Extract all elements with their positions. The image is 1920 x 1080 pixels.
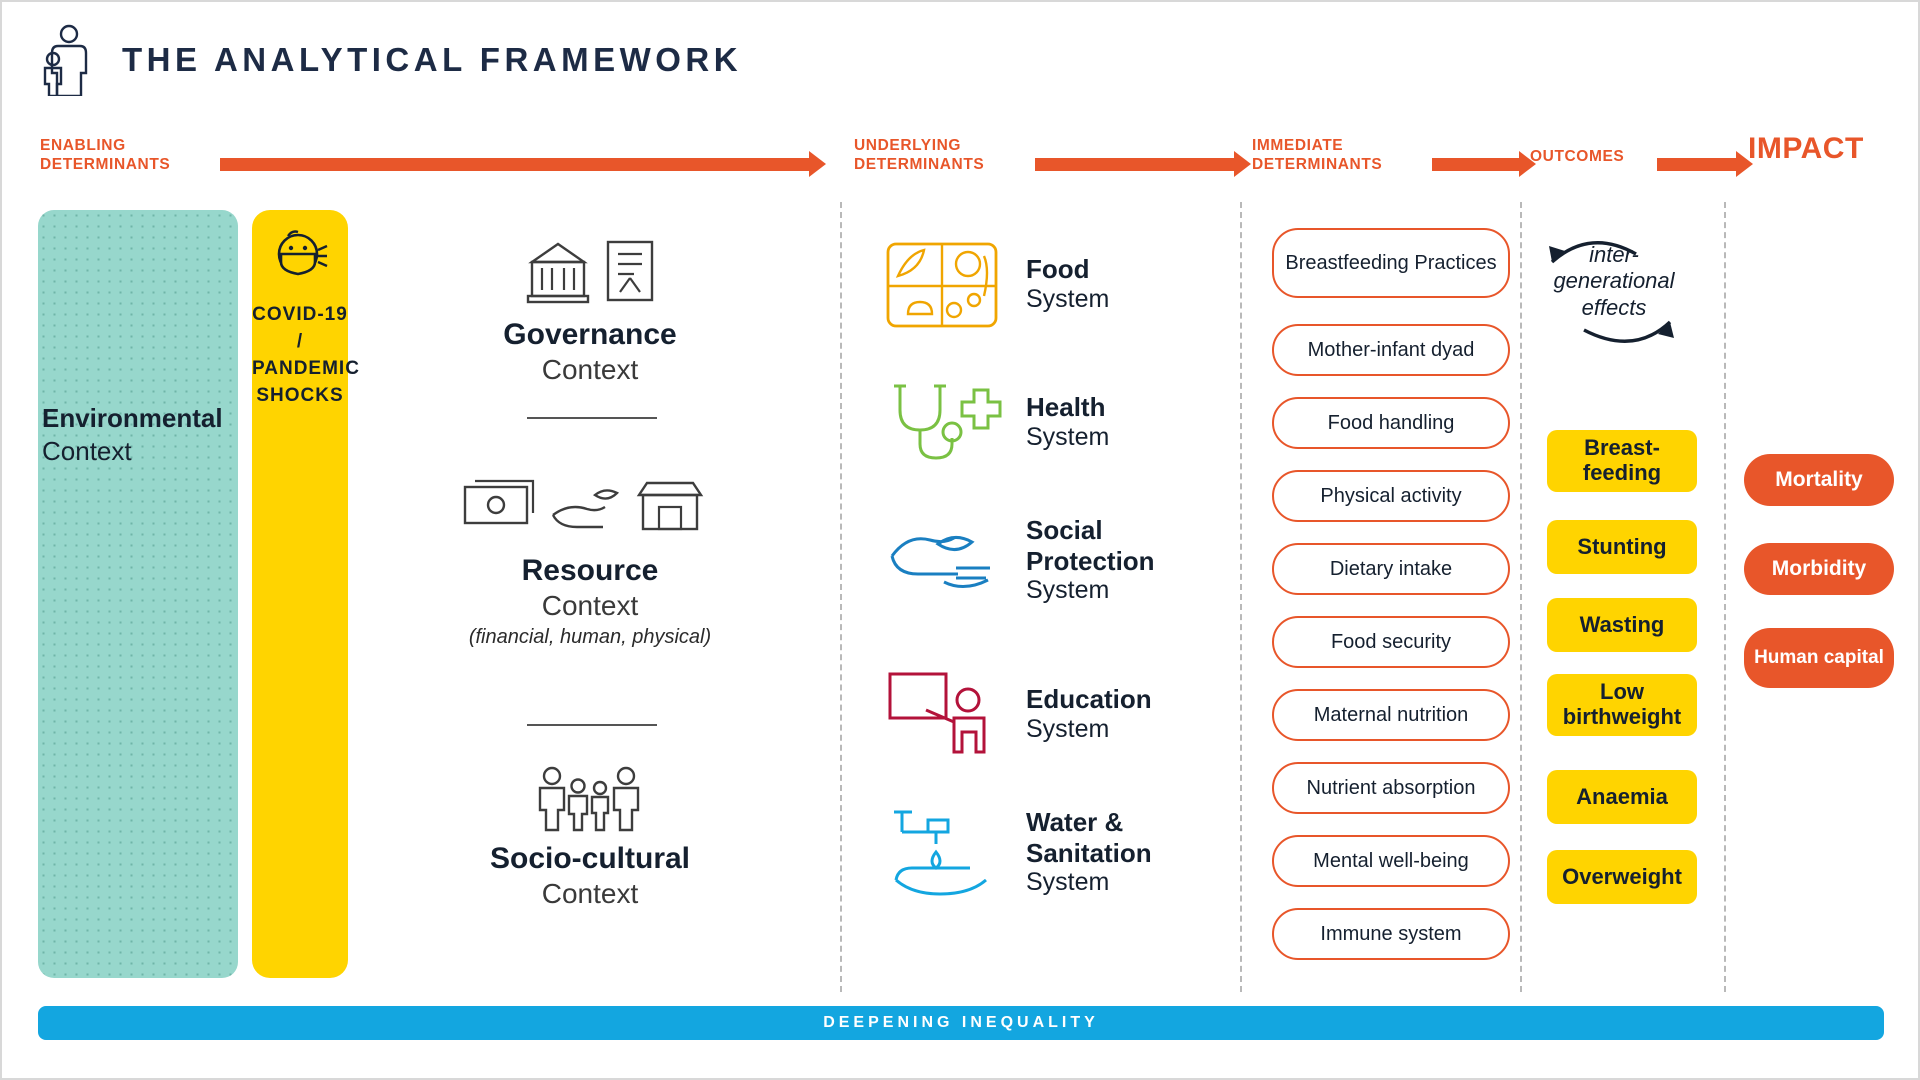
teacher-blackboard-icon xyxy=(882,664,1004,764)
system-water-sanitation xyxy=(882,802,1152,902)
determinant-pill-food-security[interactable]: Food security xyxy=(1272,616,1510,668)
system-education xyxy=(882,664,1152,764)
resource-context: Resource Context (financial, human, physical) xyxy=(468,554,712,648)
band-label-outcomes: OUTCOMES xyxy=(1530,148,1625,165)
divider-2 xyxy=(1240,202,1242,992)
system-food xyxy=(882,234,1109,334)
band-label-enabling: ENABLING DETERMINANTS xyxy=(40,137,171,174)
stethoscope-cross-icon xyxy=(882,372,1004,472)
deepening-inequality-banner: DEEPENING INEQUALITY xyxy=(38,1006,1884,1040)
covid-shocks-label: COVID-19 / PANDEMIC SHOCKS xyxy=(252,304,360,406)
helping-hands-icon xyxy=(882,510,1004,610)
food-tray-icon xyxy=(882,234,1004,334)
system-social-protection-label: Social Protection System xyxy=(1026,515,1155,604)
impact-mortality[interactable]: Mortality xyxy=(1744,454,1894,506)
outcome-stunting[interactable]: Stunting xyxy=(1547,520,1697,574)
arrow-outcomes xyxy=(1657,158,1737,171)
divider-3 xyxy=(1520,202,1522,992)
socio-cultural-context: Socio-cultural Context xyxy=(489,842,691,909)
divider-1 xyxy=(840,202,842,992)
diagram-header xyxy=(36,24,742,96)
context-divider-2 xyxy=(527,724,657,726)
money-hand-shop-icon xyxy=(457,467,707,547)
system-health xyxy=(882,372,1109,472)
determinant-pill-immune-system[interactable]: Immune system xyxy=(1272,908,1510,960)
governance-context: Governance Context xyxy=(503,318,677,385)
system-water-sanitation-label: Water & Sanitation System xyxy=(1026,807,1152,896)
environmental-context-label: Environmental Context xyxy=(42,403,223,466)
arrow-immediate xyxy=(1432,158,1520,171)
determinant-pill-nutrient-absorption[interactable]: Nutrient absorption xyxy=(1272,762,1510,814)
determinant-pill-maternal-nutrition[interactable]: Maternal nutrition xyxy=(1272,689,1510,741)
band-label-immediate: IMMEDIATE DETERMINANTS xyxy=(1252,137,1383,174)
tap-water-hand-icon xyxy=(882,802,1004,902)
system-health-label: Health System xyxy=(1026,392,1110,451)
outcome-breastfeeding[interactable]: Breast-feeding xyxy=(1547,430,1697,492)
impact-human-capital[interactable]: Human capital xyxy=(1744,628,1894,688)
system-social-protection xyxy=(882,510,1155,610)
determinant-pill-mental-well-being[interactable]: Mental well-being xyxy=(1272,835,1510,887)
system-education-label: Education System xyxy=(1026,684,1152,743)
determinants-band xyxy=(2,130,1920,186)
band-label-impact: IMPACT xyxy=(1748,132,1864,165)
intergenerational-effects-label: inter-generational effects xyxy=(1553,242,1675,320)
outcome-overweight[interactable]: Overweight xyxy=(1547,850,1697,904)
context-divider-1 xyxy=(527,417,657,419)
family-group-icon xyxy=(530,762,650,832)
mother-and-child-icon xyxy=(36,24,96,96)
determinant-pill-food-handling[interactable]: Food handling xyxy=(1272,397,1510,449)
outcome-wasting[interactable]: Wasting xyxy=(1547,598,1697,652)
page-title: THE ANALYTICAL FRAMEWORK xyxy=(122,41,743,78)
outcome-low-birthweight[interactable]: Low birthweight xyxy=(1547,674,1697,736)
government-and-law-icon xyxy=(522,232,672,310)
determinant-pill-mother-infant-dyad[interactable]: Mother-infant dyad xyxy=(1272,324,1510,376)
impact-morbidity[interactable]: Morbidity xyxy=(1744,543,1894,595)
determinant-pill-breastfeeding-practices[interactable]: Breastfeeding Practices xyxy=(1272,228,1510,298)
outcome-anaemia[interactable]: Anaemia xyxy=(1547,770,1697,824)
arrow-enabling xyxy=(220,158,810,171)
determinant-pill-physical-activity[interactable]: Physical activity xyxy=(1272,470,1510,522)
arrow-underlying xyxy=(1035,158,1235,171)
baby-with-mask-icon xyxy=(268,224,332,288)
system-food-label: Food System xyxy=(1026,254,1110,313)
divider-4 xyxy=(1724,202,1726,992)
environmental-context-box xyxy=(38,210,238,978)
band-label-underlying: UNDERLYING DETERMINANTS xyxy=(854,137,985,174)
determinant-pill-dietary-intake[interactable]: Dietary intake xyxy=(1272,543,1510,595)
